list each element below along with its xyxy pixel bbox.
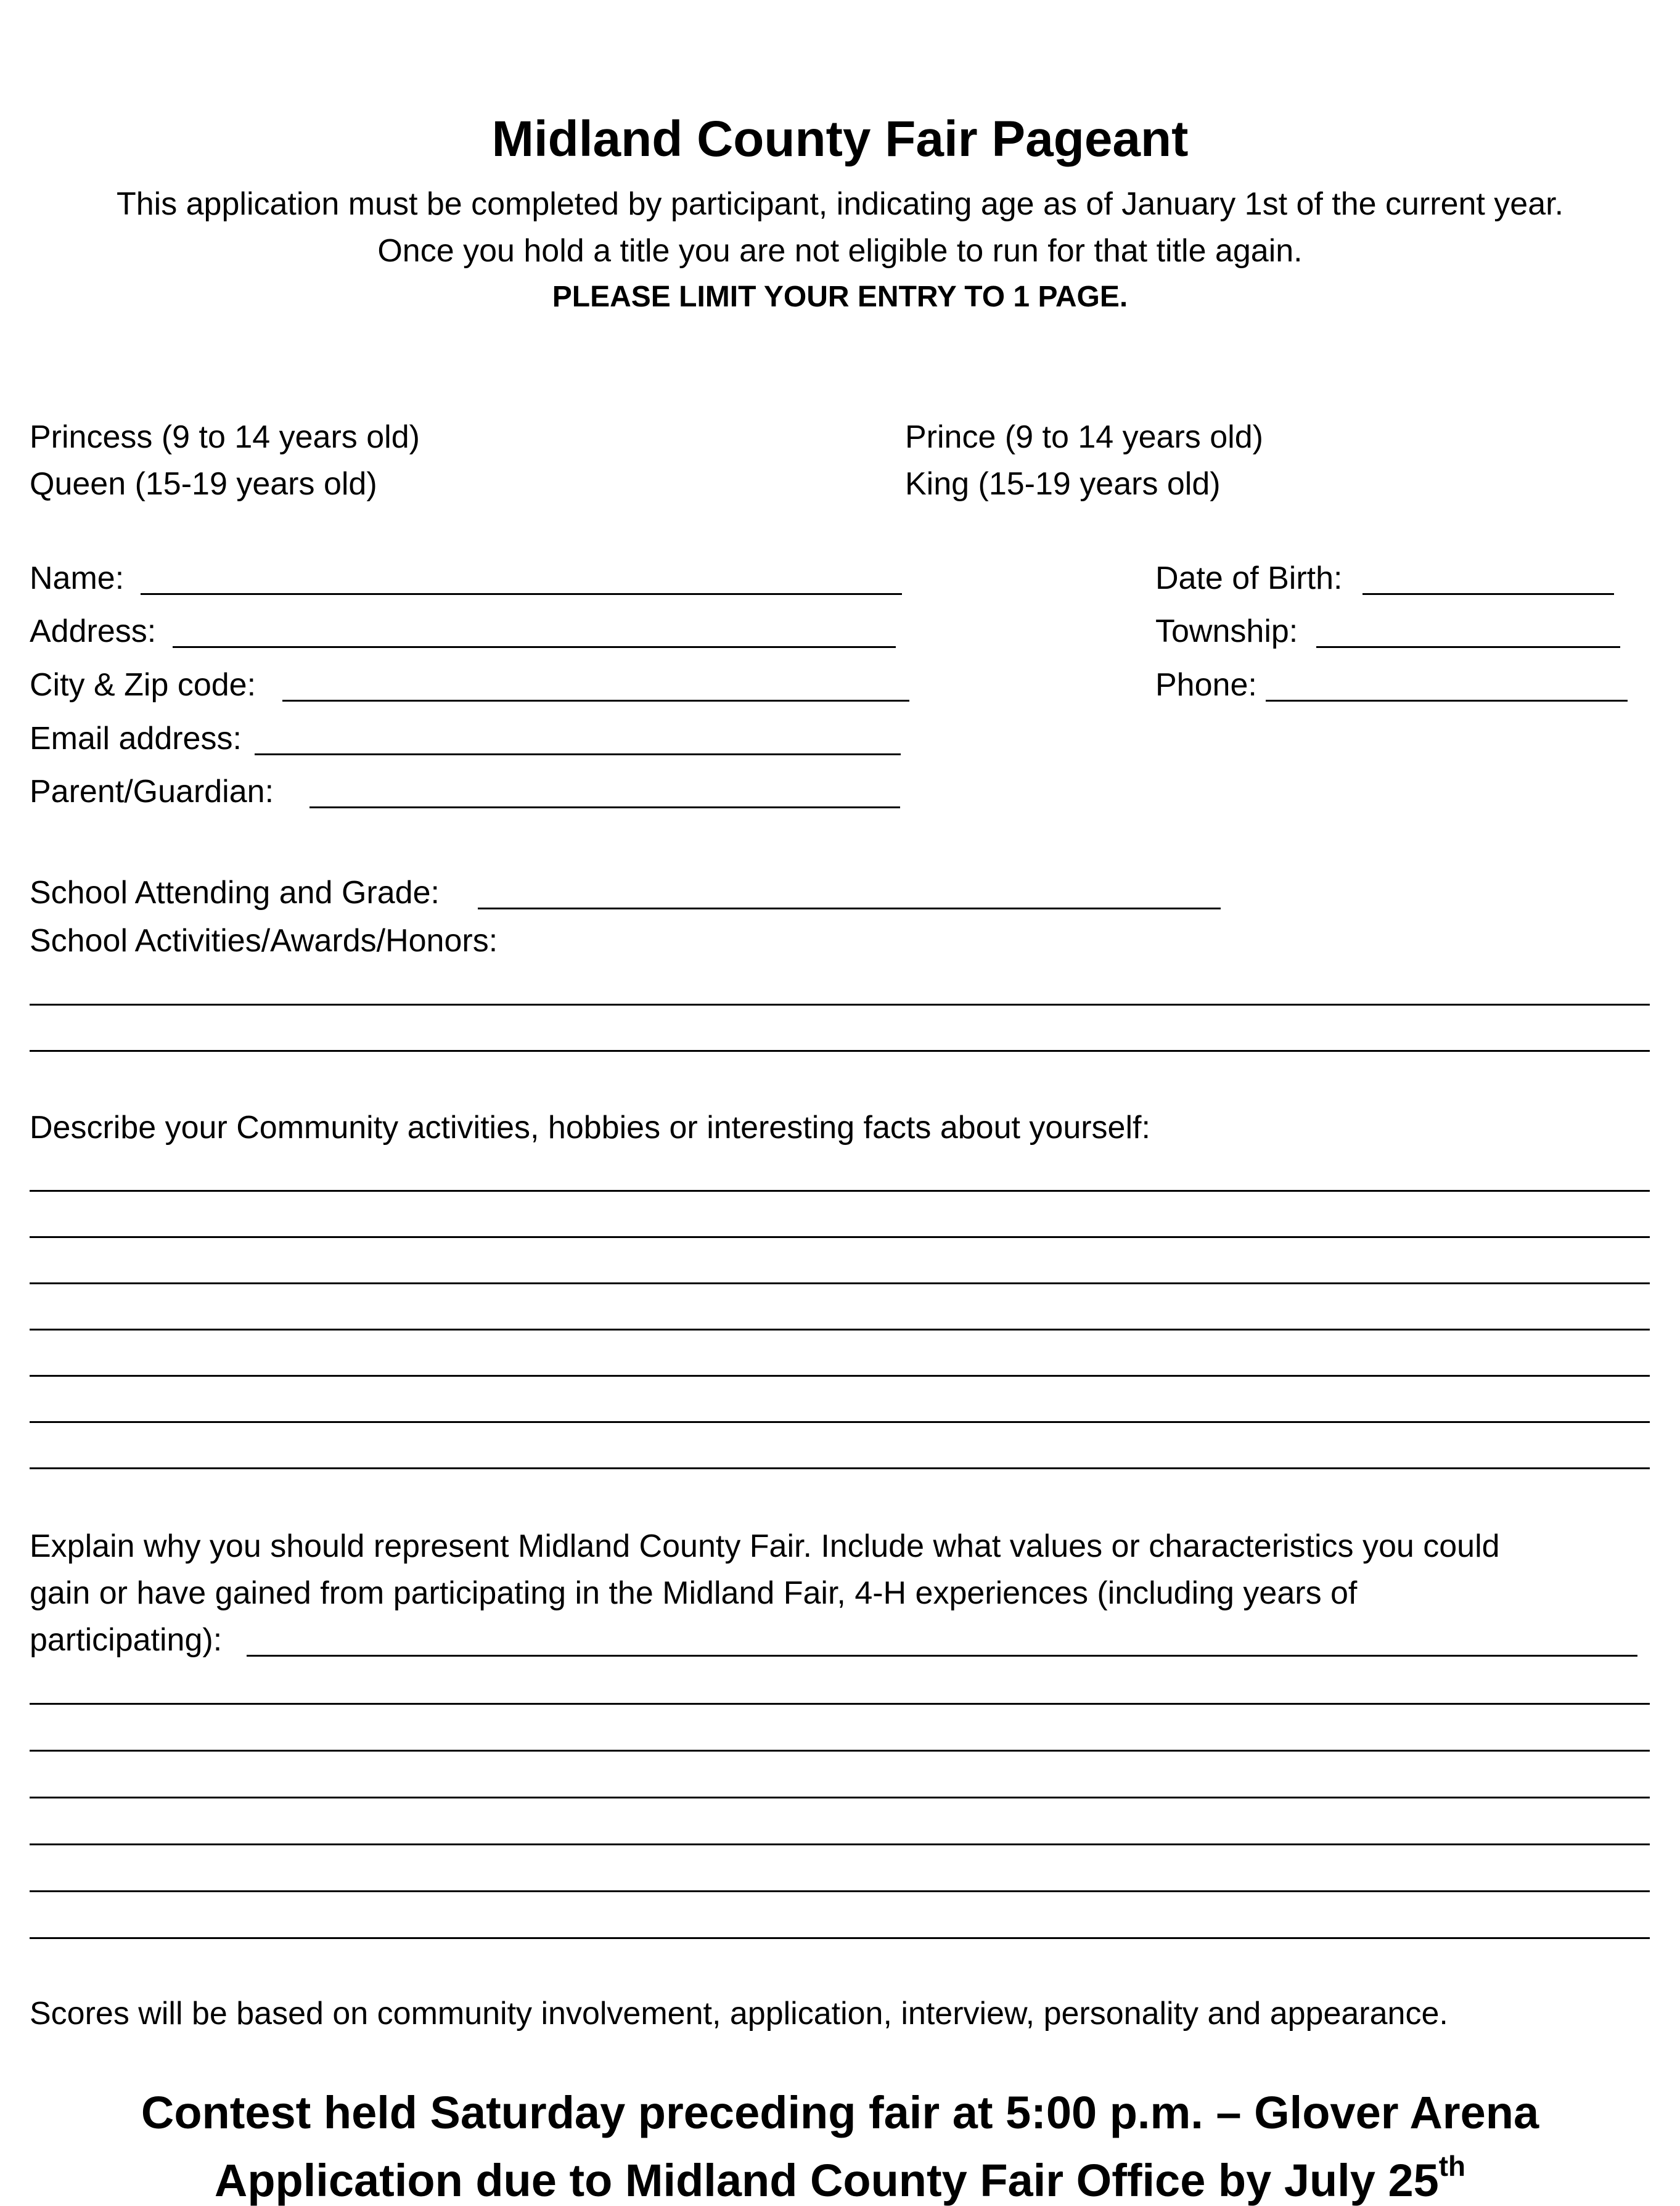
activities-line[interactable]: [30, 1004, 1650, 1006]
school-label: School Attending and Grade:: [30, 875, 440, 911]
intro-line-1: This application must be completed by participant, indicating age as of January 1st of the current year.: [116, 186, 1564, 222]
address-label: Address:: [30, 613, 157, 649]
title-king: King (15-19 years old): [905, 466, 1221, 502]
activities-label: School Activities/Awards/Honors:: [30, 923, 498, 959]
explain-prompt-line-2: gain or have gained from participating in the Midland Fair, 4-H experiences (including years of: [30, 1575, 1358, 1611]
activities-line[interactable]: [30, 1050, 1650, 1052]
address-field[interactable]: [173, 646, 896, 648]
township-label: Township:: [1155, 613, 1298, 649]
due-suffix: th: [1438, 2149, 1466, 2182]
school-field[interactable]: [478, 908, 1221, 909]
phone-field[interactable]: [1266, 700, 1628, 702]
date-of-birth-field[interactable]: [1362, 593, 1614, 595]
explain-prompt-line-1: Explain why you should represent Midland County Fair. Include what values or characteristics you could: [30, 1528, 1500, 1564]
title-prince: Prince (9 to 14 years old): [905, 419, 1263, 455]
explain-prompt-line-3: participating):: [30, 1622, 223, 1658]
explain-line[interactable]: [30, 1797, 1650, 1798]
title-queen: Queen (15-19 years old): [30, 466, 377, 502]
date-of-birth-label: Date of Birth:: [1155, 560, 1343, 596]
city-zip-label: City & Zip code:: [30, 667, 256, 703]
name-label: Name:: [30, 560, 125, 596]
limit-note: PLEASE LIMIT YOUR ENTRY TO 1 PAGE.: [552, 281, 1128, 313]
contest-info: Contest held Saturday preceding fair at 5:00 p.m. – Glover Arena: [141, 2087, 1539, 2138]
scores-note: Scores will be based on community involvement, application, interview, personality and appearance.: [30, 1996, 1448, 2032]
explain-line[interactable]: [30, 1843, 1650, 1845]
email-field[interactable]: [255, 753, 901, 755]
community-line[interactable]: [30, 1329, 1650, 1331]
community-line[interactable]: [30, 1375, 1650, 1377]
explain-line[interactable]: [30, 1937, 1650, 1939]
explain-line[interactable]: [30, 1890, 1650, 1892]
title-princess: Princess (9 to 14 years old): [30, 419, 420, 455]
township-field[interactable]: [1316, 646, 1620, 648]
city-zip-field[interactable]: [282, 700, 909, 702]
due-text: Application due to Midland County Fair Office by July 25: [214, 2155, 1439, 2206]
due-info: [0, 2149, 1680, 2206]
community-prompt: Describe your Community activities, hobbies or interesting facts about yourself:: [30, 1110, 1150, 1146]
email-label: Email address:: [30, 721, 242, 757]
explain-line[interactable]: [30, 1703, 1650, 1705]
name-field[interactable]: [141, 593, 902, 595]
parent-guardian-field[interactable]: [309, 806, 900, 808]
explain-field[interactable]: [247, 1655, 1637, 1657]
community-line[interactable]: [30, 1282, 1650, 1284]
community-line[interactable]: [30, 1467, 1650, 1469]
page-title: Midland County Fair Pageant: [491, 111, 1189, 167]
community-line[interactable]: [30, 1236, 1650, 1238]
parent-guardian-label: Parent/Guardian:: [30, 774, 274, 810]
community-line[interactable]: [30, 1421, 1650, 1423]
explain-line[interactable]: [30, 1750, 1650, 1752]
intro-line-2: Once you hold a title you are not eligible to run for that title again.: [377, 233, 1303, 269]
phone-label: Phone:: [1155, 667, 1257, 703]
community-line[interactable]: [30, 1190, 1650, 1192]
